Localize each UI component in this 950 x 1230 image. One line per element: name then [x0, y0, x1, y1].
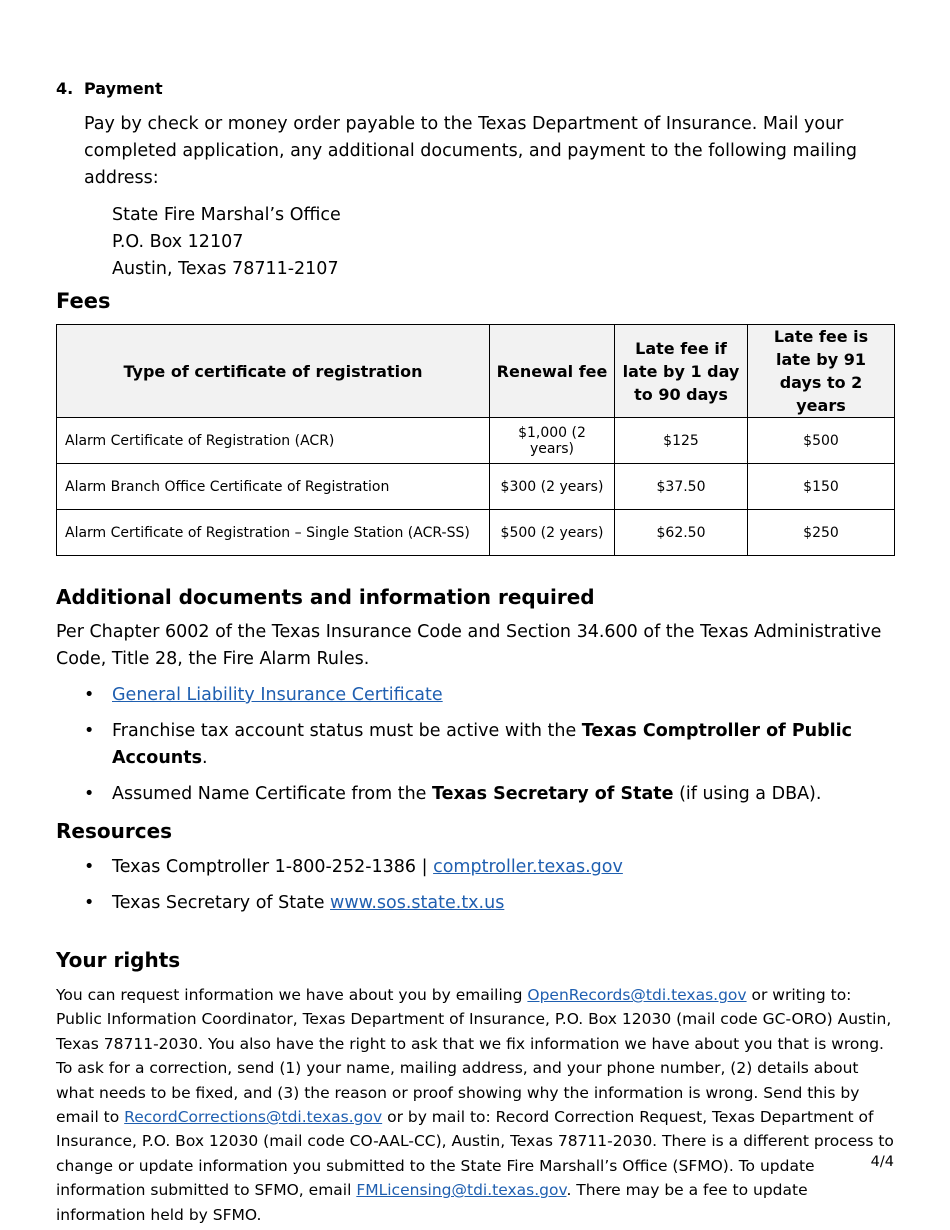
sos-link[interactable]: www.sos.state.tx.us [330, 893, 505, 913]
column-header: Late fee is late by 91 days to 2 years [748, 325, 895, 418]
table-cell: $500 [748, 418, 895, 464]
table-cell: Alarm Certificate of Registration – Single Station (ACR-SS) [57, 510, 490, 556]
address-line: P.O. Box 12107 [112, 232, 244, 252]
fees-heading: Fees [56, 289, 111, 313]
table-cell: $300 (2 years) [490, 464, 615, 510]
bullet-icon: • [84, 857, 95, 877]
table-cell: $1,000 (2 years) [490, 418, 615, 464]
address-line: Austin, Texas 78711-2107 [112, 259, 339, 279]
secretary-name: Texas Secretary of State [432, 784, 674, 804]
table-row [57, 464, 895, 510]
additional-intro: Per Chapter 6002 of the Texas Insurance Code and Section 34.600 of the Texas Administrative Code, Title 28, the Fire Alarm Rules. [56, 622, 882, 669]
document-page [56, 78, 894, 1227]
rights-heading: Your rights [56, 948, 181, 972]
list-item: • Assumed Name Certificate from the Texas Secretary of State (if using a DBA). [56, 781, 894, 808]
section-number: 4. [56, 79, 74, 98]
table-row [57, 418, 895, 464]
fees-table [56, 324, 895, 556]
record-corrections-email-link[interactable]: RecordCorrections@tdi.texas.gov [124, 1108, 383, 1127]
fm-licensing-email-link[interactable]: FMLicensing@tdi.texas.gov [356, 1181, 567, 1200]
column-header: Late fee if late by 1 day to 90 days [615, 325, 748, 418]
comptroller-link[interactable]: comptroller.texas.gov [433, 857, 623, 877]
table-row [57, 510, 895, 556]
list-item [56, 682, 894, 709]
resources-list [56, 854, 894, 917]
page-number: 4/4 [870, 1154, 894, 1170]
table-cell: Alarm Branch Office Certificate of Registration [57, 464, 490, 510]
resources-heading: Resources [56, 819, 173, 843]
table-cell: Alarm Certificate of Registration (ACR) [57, 418, 490, 464]
comptroller-name: Texas Comptroller of Public Accounts [112, 721, 853, 768]
column-header: Renewal fee [490, 325, 615, 418]
liability-certificate-link[interactable]: General Liability Insurance Certificate [112, 685, 443, 705]
table-cell: $125 [615, 418, 748, 464]
payment-text: Pay by check or money order payable to the Texas Department of Insurance. Mail your completed application, any additional documents, and payment to the following mailing address: [84, 114, 858, 188]
table-cell: $500 (2 years) [490, 510, 615, 556]
bullet-icon: • [84, 893, 95, 913]
bullet-icon: • [84, 721, 95, 741]
address-line: State Fire Marshal’s Office [112, 205, 341, 225]
rights-text: You can request information we have about you by emailing OpenRecords@tdi.texas.gov or writing to: Public Information Coordinator, Texas Department of Insurance, P.O. Box 12030 (mail code GC-ORO) Austin, Texas 78711-2030. You also have the right to ask that we fix information we have about you that is wrong. To ask for a correction, send (1) your name, mailing address, and your phone number, (2) details about what needs to be fixed, and (3) the reason or proof showing why the information is wrong. Send this by email to RecordCorrections@tdi.texas.gov or by mail to: Record Correction Request, Texas Department of Insurance, P.O. Box 12030 (mail code CO-AAL-CC), Austin, Texas 78711-2030. There is a different process to change or update information you submitted to the State Fire Marshall’s Office (SFMO). To update information submitted to SFMO, email FMLicensing@tdi.texas.gov. There may be a fee to update information held by SFMO. [56, 986, 894, 1224]
table-cell: $150 [748, 464, 895, 510]
list-item: • Texas Secretary of State www.sos.state.tx.us [56, 890, 894, 917]
list-item: • Texas Comptroller 1-800-252-1386 | comptroller.texas.gov [56, 854, 894, 881]
bullet-icon: • [84, 685, 95, 705]
mailing-address [112, 202, 894, 283]
additional-list [56, 682, 894, 808]
open-records-email-link[interactable]: OpenRecords@tdi.texas.gov [527, 986, 747, 1004]
table-cell: $37.50 [615, 464, 748, 510]
table-header-row [57, 325, 895, 418]
bullet-icon: • [84, 784, 95, 804]
table-cell: $250 [748, 510, 895, 556]
column-header: Type of certificate of registration [57, 325, 490, 418]
list-item: • Franchise tax account status must be active with the Texas Comptroller of Public Accounts. [56, 718, 894, 772]
additional-heading: Additional documents and information required [56, 585, 595, 609]
payment-heading: 4. Payment [56, 79, 163, 98]
table-cell: $62.50 [615, 510, 748, 556]
